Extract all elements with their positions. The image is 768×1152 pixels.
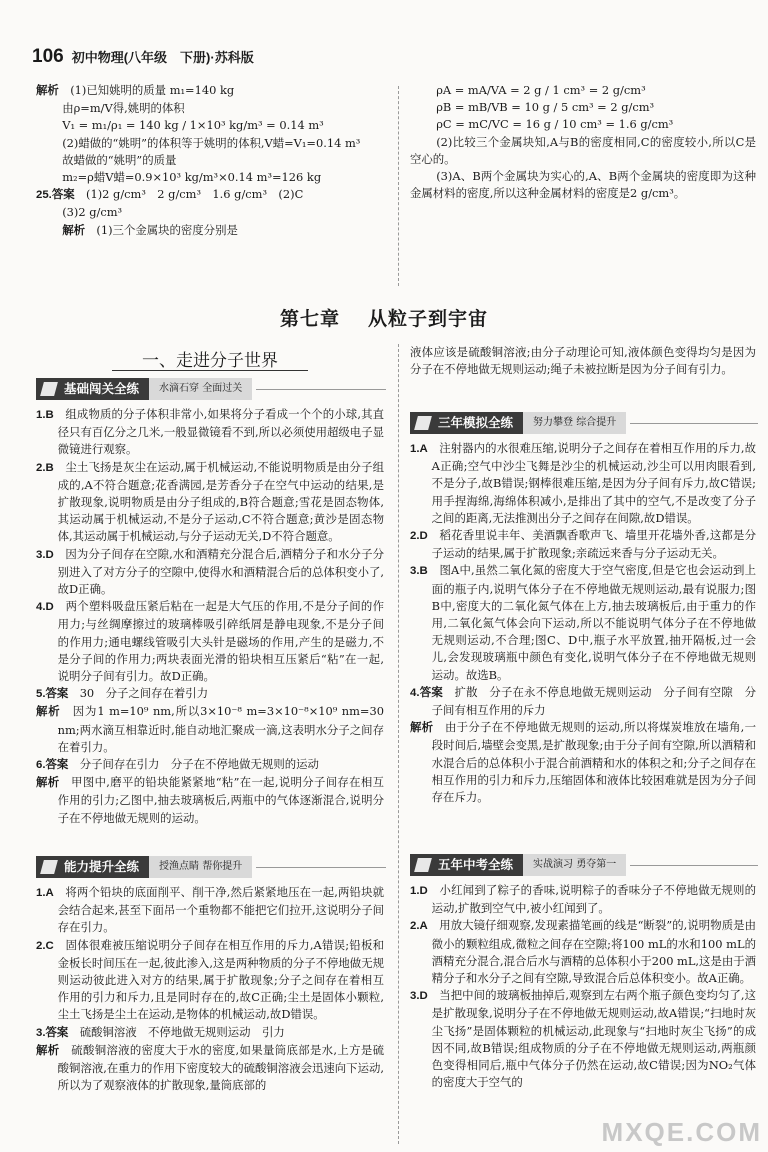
column-divider xyxy=(398,344,399,1144)
section-title: 一、走进分子世界 xyxy=(142,351,278,371)
answer-text: 30 分子之间存在着引力 xyxy=(79,686,209,701)
answer-text: 由于分子在不停地做无规则的运动,所以将煤炭堆放在墙角,一段时间后,墙壁会变黑,是扩散现象;由于分子间有空隙,所以酒精和水混合后的总体积小于混合前酒精和水的体积之和;分子之间存在相互作用的引力和斥力,压缩固体和液体比较困难就是因为分子间存在斥力。 xyxy=(431,720,756,805)
banner-title: 五年中考全练 xyxy=(410,854,523,876)
answer-item xyxy=(36,685,384,703)
banner-rule xyxy=(630,423,758,424)
text: (1)三个金属块的密度分别是 xyxy=(96,222,238,237)
answer-text: 两个塑料吸盘压紧后粘在一起是大气压的作用,不是分子间的作用力;与丝绸摩擦过的玻璃棒吸引碎纸屑是静电现象,不是分子间的作用力;通电螺线管吸引大头针是磁场的作用,产生的是磁力,不是分子间的作用力;两块表面光滑的铅块相互压紧后“粘”在一起,说明分子间有引力。故D正确。 xyxy=(57,599,384,684)
answer-text: 扩散 分子在永不停息地做无规则运动 分子间有空隙 分子间有相互作用的斥力 xyxy=(431,684,756,718)
answer-item xyxy=(410,882,756,917)
answer-number: 5.答案 xyxy=(36,688,69,701)
banner-tag: 实战演习 勇夺第一 xyxy=(523,854,626,876)
banner-title: 能力提升全练 xyxy=(36,856,149,878)
banner-rule xyxy=(630,865,758,866)
answer-number: 1.B xyxy=(36,409,54,421)
text: (3)2 g/cm³ xyxy=(62,205,123,220)
answer-item xyxy=(36,598,384,685)
text: (1)2 g/cm³ 2 g/cm³ 1.6 g/cm³ (2)C xyxy=(86,187,304,202)
answer-item xyxy=(410,440,756,527)
answer-number: 2.C xyxy=(36,939,54,952)
text: (2)蜡做的“姚明”的体积等于姚明的体积,V蜡=V₁=0.14 m³ xyxy=(62,135,361,150)
answer-item xyxy=(36,1042,384,1095)
answer-number: 解析 xyxy=(36,777,60,790)
text: m₂=ρ蜡V蜡=0.9×10³ kg/m³×0.14 m³=126 kg xyxy=(62,170,322,185)
text: (1)已知姚明的质量 m₁=140 kg xyxy=(70,83,235,97)
page-header xyxy=(32,46,254,68)
answer-number: 3.答案 xyxy=(36,1026,69,1039)
answer-item xyxy=(410,684,756,719)
answer-text: 甲图中,磨平的铅块能紧紧地“粘”在一起,说明分子间存在相互作用的引力;乙图中,抽去玻璃板后,两瓶中的气体逐渐混合,说明分子在不停地做无规则的运动。 xyxy=(57,775,384,825)
book-title: 初中物理(八年级 下册)·苏科版 xyxy=(71,50,254,65)
answer-text: 硫酸铜溶液 不停地做无规则运动 引力 xyxy=(79,1024,285,1039)
answer-text: 稻花香里说丰年、美酒飘香歌声飞、墙里开花墙外香,这都是分子运动的结果,属于扩散现象;亲疏远来香与分子运动无关。 xyxy=(431,528,756,561)
answer-number: 2.D xyxy=(410,530,428,543)
banner-three-year xyxy=(410,412,758,434)
text: (3)A、B两个金属块为实心的,A、B两个金属块的密度即为这种金属材料的密度,所以这种金属材料的密度是2 g/cm³。 xyxy=(410,169,756,201)
answer-text: 组成物质的分子体积非常小,如果将分子看成一个个的小球,其直径只有百亿分之几米,一般显微镜看不到,所以必须使用超级电子显微镜进行观察。 xyxy=(57,407,384,457)
answer-number: 4.D xyxy=(36,601,54,614)
answer-item xyxy=(410,527,756,562)
answer-number: 解析 xyxy=(36,706,61,719)
answer-number: 1.A xyxy=(410,443,428,455)
top-left-column xyxy=(36,82,384,240)
chapter-name: 从粒子到宇宙 xyxy=(368,308,489,330)
answer-item xyxy=(410,719,756,806)
text: (2)比较三个金属块知,A与B的密度相同,C的密度较小,所以C是空心的。 xyxy=(410,134,756,166)
answer-text: 因为分子间存在空隙,水和酒精充分混合后,酒精分子和水分子分别进入了对方分子的空隙中,使得水和酒精混合后的总体积变小了,故D正确。 xyxy=(57,546,384,597)
section-underline xyxy=(112,370,308,371)
text: 由ρ=m/V得,姚明的体积 xyxy=(62,101,185,116)
three-year-answers xyxy=(410,440,756,806)
banner-rule xyxy=(256,389,386,390)
chapter-title xyxy=(0,304,768,331)
answer-text: 注射器内的水很难压缩,说明分子之间存在着相互作用的斥力,故A正确;空气中沙尘飞舞是沙尘的机械运动,沙尘可以用肉眼看到,不是分子,故B错误;钢棒很难压缩,是因为分子间有斥力,故C错误;用手捏海绵,海绵体积减小,是排出了其中的空气,不是改变了分子之间的距离,无法推测出分子之间存在间隙,故D错误。 xyxy=(431,441,756,525)
text: 液体应该是硫酸铜溶液;由分子动理论可知,液体颜色变得均匀是因为分子在不停地做无规则运动;绳子未被拉断是因为分子间有引力。 xyxy=(410,345,756,377)
jiexi-label: 解析 xyxy=(62,224,86,237)
answer-item xyxy=(36,459,384,546)
right-continuation xyxy=(410,344,756,378)
answer-text: 尘土飞扬是灰尘在运动,属于机械运动,不能说明物质是由分子组成的,A不符合题意;花香满园,是芳香分子在空气中运动的结果,是扩散现象,说明物质是由分子组成的,B符合题意;雪花是固态物体,其运动属于机械运动,不是分子运动,C不符合题意;黄沙是固态物体,其运动属于机械运动,与分子运动无关,D不符合题意。 xyxy=(57,459,384,544)
banner-tag: 努力攀登 综合提升 xyxy=(523,412,626,434)
answer-text: 分子间存在引力 分子在不停地做无规则的运动 xyxy=(79,757,319,772)
answer-item xyxy=(36,937,384,1024)
answer-item xyxy=(36,884,384,937)
answer-number: 2.B xyxy=(36,461,54,474)
text: 故蜡做的“姚明”的质量 xyxy=(62,152,177,167)
banner-rule xyxy=(256,867,386,868)
banner-tag: 授渔点睛 帮你提升 xyxy=(149,856,252,878)
answer-item xyxy=(36,1024,384,1042)
answer-number: 2.A xyxy=(410,920,428,933)
answer-number: 3.D xyxy=(410,990,428,1003)
answer-number: 1.D xyxy=(410,885,428,897)
answer-item xyxy=(36,774,384,827)
answer-number: 3.D xyxy=(36,548,54,561)
answer-text: 硫酸铜溶液的密度大于水的密度,如果量筒底部是水,上方是硫酸铜溶液,在重力的作用下密度较大的硫酸铜溶液会迅速向下运动,所以为了观察液体的扩散现象,量筒底部的 xyxy=(57,1042,384,1093)
answer-text: 小红闻到了粽子的香味,说明粽子的香味分子不停地做无规则的运动,扩散到空气中,被小红闻到了。 xyxy=(431,883,756,916)
equation: V₁ = m₁/ρ₁ = 140 kg / 1×10³ kg/m³ = 0.14 m³ xyxy=(62,118,324,133)
basic-answers xyxy=(36,406,384,827)
watermark: MXQE.COM xyxy=(601,1117,762,1147)
chapter-label: 第七章 xyxy=(279,308,340,330)
answer-label: 25.答案 xyxy=(36,189,75,202)
banner-five-year xyxy=(410,854,758,876)
answer-number: 解析 xyxy=(36,1044,60,1057)
equation-b: ρB = mB/VB = 10 g / 5 cm³ = 2 g/cm³ xyxy=(436,100,655,115)
banner-ability xyxy=(36,856,386,878)
answer-number: 3.B xyxy=(410,565,428,578)
answer-text: 图A中,虽然二氧化氮的密度大于空气密度,但是它也会运动到上面的瓶子内,说明气体分子在不停地做无规则运动,最有说服力;图B中,密度大的二氧化氮气体在上方,抽去玻璃板后,由于重力的作用,二氧化氮气体会向下运动,所以不能说明气体分子在不停地做无规则运动,不合理;图C、D中,瓶子水平放置,抽开隔板,过一会儿,会发现玻璃瓶中颜色有变化,说明气体分子在不停地做无规则运动。故选B。 xyxy=(431,563,756,682)
banner-title: 基础闯关全练 xyxy=(36,378,149,400)
answer-item xyxy=(36,703,384,756)
equation-c: ρC = mC/VC = 16 g / 10 cm³ = 1.6 g/cm³ xyxy=(436,117,674,132)
banner-tag: 水滴石穿 全面过关 xyxy=(149,378,252,400)
banner-basic xyxy=(36,378,386,400)
answer-item xyxy=(36,756,384,774)
answer-item xyxy=(410,987,756,1091)
answer-number: 6.答案 xyxy=(36,759,69,772)
answer-number: 解析 xyxy=(410,722,434,735)
answer-text: 因为1 m=10⁹ nm,所以3×10⁻⁸ m=3×10⁻⁸×10⁹ nm=30 nm;两水滴互相靠近时,能自动地汇聚成一滴,这表明水分子之间存在着引力。 xyxy=(57,704,384,754)
answer-item xyxy=(410,917,756,987)
page-number: 106 xyxy=(32,46,64,67)
equation-a: ρA = mA/VA = 2 g / 1 cm³ = 2 g/cm³ xyxy=(436,83,646,97)
jiexi-label: 解析 xyxy=(36,85,59,97)
answer-number: 1.A xyxy=(36,887,54,899)
top-right-column xyxy=(410,82,756,202)
answer-item xyxy=(36,406,384,459)
banner-title: 三年模拟全练 xyxy=(410,412,523,434)
answer-item xyxy=(36,546,384,599)
answer-number: 4.答案 xyxy=(410,686,443,699)
ability-answers xyxy=(36,884,384,1094)
column-divider xyxy=(398,86,399,286)
five-year-answers xyxy=(410,882,756,1091)
answer-item xyxy=(410,562,756,683)
answer-text: 固体很难被压缩说明分子间存在相互作用的斥力,A错误;铅板和金板长时间压在一起,彼此渗入,这是两种物质的分子不停地做无规则运动彼此进入对方的结果,属于扩散现象;分子之间存在着相互作用的引力和斥力,且是同时存在的,故C正确;尘土是固体小颗粒,尘土飞扬是尘土在运动,是物体的机械运动,故D错误。 xyxy=(57,937,384,1022)
answer-text: 当把中间的玻璃板抽掉后,观察到左右两个瓶子颜色变均匀了,这是扩散现象,说明分子在不停地做无规则运动,故A错误;“扫地时灰尘飞扬”是固体颗粒的机械运动,此现象与“扫地时灰尘飞扬”的成因不同,故B错误;组成物质的分子在不停地做无规则运动,两瓶颜色变得相同后,瓶中气体分子仍然在运动,故C错误;因为NO₂气体的密度大于空气的 xyxy=(431,988,756,1090)
answer-text: 用放大镜仔细观察,发现素描笔画的线是“断裂”的,说明物质是由微小的颗粒组成,微粒之间存在空隙;将100 mL的水和100 mL的酒精充分混合,混合后水与酒精的总体积小于200 mL,这是由于酒精分子和水分子之间有空隙,导致混合后总体积变小。故A正确。 xyxy=(431,918,757,986)
answer-text: 将两个铅块的底面削平、削干净,然后紧紧地压在一起,两铅块就会结合起来,甚至下面吊一个重物都不能把它们拉开,这说明分子间存在引力。 xyxy=(57,885,384,935)
